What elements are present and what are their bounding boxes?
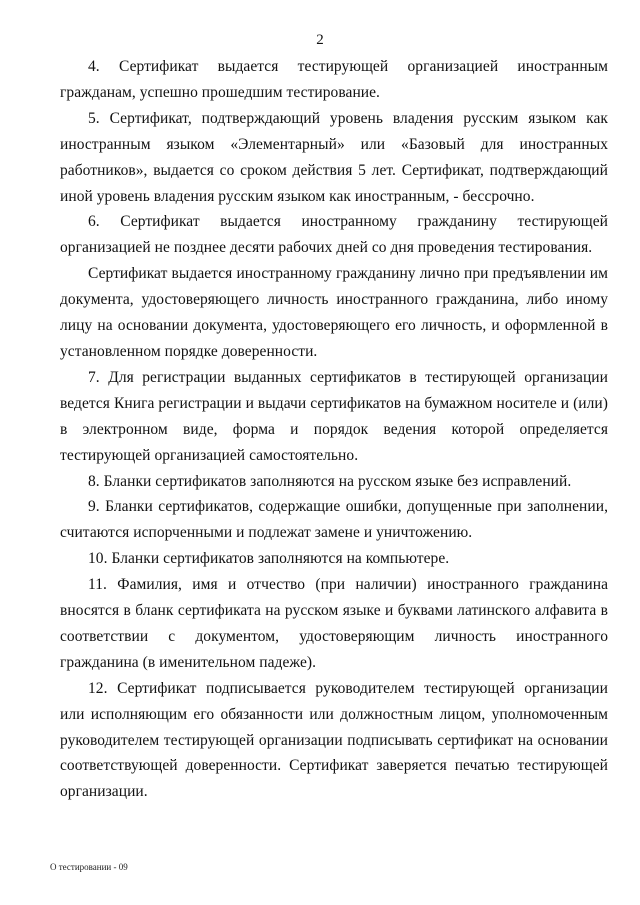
paragraph-9: 9. Бланки сертификатов, содержащие ошибки, допущенные при заполнении, считаются испорченными и подлежат замене и уничтожению. <box>60 498 608 542</box>
paragraph-12: 12. Сертификат подписывается руководителем тестирующей организации или исполняющим его обязанности или должностным лицом, уполномоченным руководителем тестирующей организации подписывать сертификат на основании соответствующей доверенности. Сертификат заверяется печатью тестирующей организации. <box>60 679 608 801</box>
paragraph-6: 6. Сертификат выдается иностранному гражданину тестирующей организацией не позднее десяти рабочих дней со дня проведения тестирования. <box>60 213 608 257</box>
paragraph-7: 7. Для регистрации выданных сертификатов в тестирующей организации ведется Книга регистрации и выдачи сертификатов на бумажном носителе и (или) в электронном виде, форма и порядок ведения которой определяется тестирующей организацией самостоятельно. <box>60 368 608 464</box>
paragraph-6-continuation: Сертификат выдается иностранному гражданину лично при предъявлении им документа, удостоверяющего личность иностранного гражданина, либо иному лицу на основании документа, удостоверяющего его личность, и оформленной в установленном порядке доверенности. <box>60 265 608 360</box>
paragraph-8: 8. Бланки сертификатов заполняются на русском языке без исправлений. <box>88 472 572 490</box>
paragraph-5: 5. Сертификат, подтверждающий уровень владения русским языком как иностранным языком «Элементарный» или «Базовый для иностранных работников», выдается со сроком действия 5 лет. Сертификат, подтверждающий иной уровень владения русским языком как иностранным, - бессрочно. <box>60 109 608 205</box>
paragraph-10: 10. Бланки сертификатов заполняются на компьютере. <box>88 550 450 568</box>
paragraph-4: 4. Сертификат выдается тестирующей организацией иностранным гражданам, успешно прошедшим тестирование. <box>60 58 608 101</box>
paragraph-11: 11. Фамилия, имя и отчество (при наличии) иностранного гражданина вносятся в бланк сертификата на русском языке и буквами латинского алфавита в соответствии с документом, удостоверяющим личность иностранного гражданина (в именительном падеже). <box>60 576 608 671</box>
page-number: 2 <box>316 32 324 48</box>
document-body <box>60 54 608 805</box>
footer-label: О тестировании - 09 <box>50 862 128 872</box>
